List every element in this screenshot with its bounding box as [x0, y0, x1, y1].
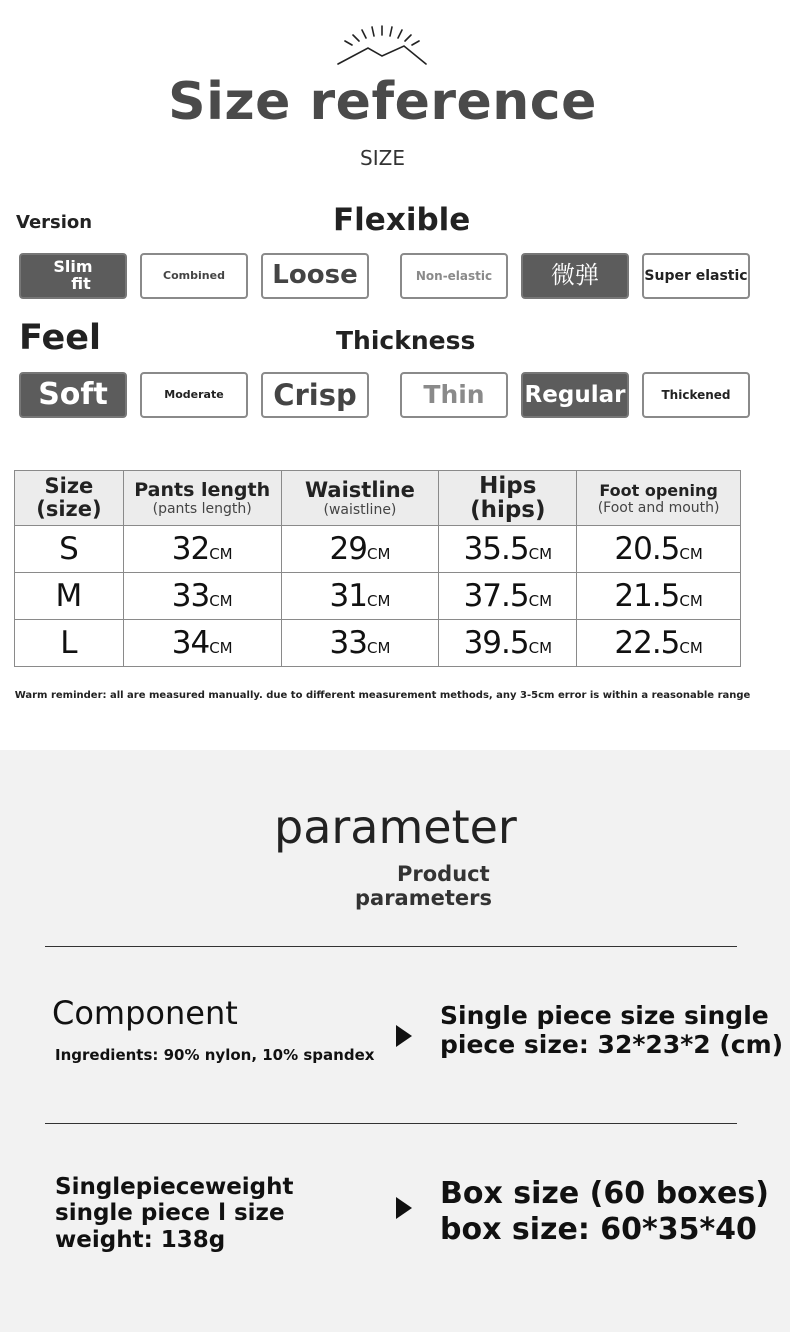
warm-reminder: Warm reminder: all are measured manually. due to different measurement methods, any 3-5cm error is within a reasonable range: [14, 690, 751, 701]
value: 31: [329, 578, 367, 614]
header-waistline: [281, 471, 439, 526]
value: 34: [171, 625, 210, 661]
tag-non-elastic-label: Non-elastic: [415, 268, 493, 283]
value: 32: [171, 531, 210, 567]
unit: CM: [366, 592, 391, 610]
size-table: [14, 470, 741, 667]
unit: CM: [528, 545, 553, 563]
unit: CM: [528, 592, 553, 610]
page-title: Size reference: [168, 72, 597, 132]
divider: [45, 946, 737, 947]
row-size: S: [15, 526, 124, 573]
tag-moderate-label: Moderate: [164, 388, 224, 402]
tag-crisp: [261, 372, 369, 418]
tag-slim-fit-line2: fit: [71, 274, 91, 293]
tag-regular-label: Regular: [524, 381, 626, 408]
row-hips: [439, 573, 577, 620]
tag-super-elastic: [642, 253, 750, 299]
component-ingredients: Ingredients: 90% nylon, 10% spandex: [55, 1046, 375, 1064]
unit: CM: [679, 592, 703, 610]
tag-non-elastic: [400, 253, 508, 299]
parameter-subtitle-line2: parameters: [355, 886, 492, 911]
flexible-label: Flexible: [333, 202, 471, 238]
header-hips-main: Hips: [479, 472, 537, 499]
value: 39.5: [463, 625, 529, 661]
single-piece-size: [440, 1002, 783, 1060]
row-hips: [439, 620, 577, 667]
row-pants-length: [123, 526, 281, 573]
unit: CM: [679, 639, 703, 657]
version-label: Version: [16, 212, 93, 233]
tag-thickened: [642, 372, 750, 418]
parameter-subtitle-line1: Product: [397, 862, 490, 886]
tag-thin-label: Thin: [423, 379, 485, 409]
tag-thin: [400, 372, 508, 418]
thickness-label: Thickness: [336, 326, 476, 355]
box-size: [440, 1176, 769, 1248]
tag-soft-label: Soft: [38, 377, 108, 413]
header-waistline-sub: (waistline): [323, 502, 397, 518]
size-table-header: [15, 471, 741, 526]
row-pants-length: [123, 573, 281, 620]
parameter-title: parameter: [274, 800, 517, 854]
header-waistline-main: Waistline: [305, 478, 415, 502]
value: 22.5: [614, 625, 680, 661]
row-waistline: [281, 573, 439, 620]
triangle-right-icon: [396, 1197, 412, 1219]
row-waistline: [281, 526, 439, 573]
single-piece-size-line2: piece size: 32*23*2 (cm): [440, 1029, 784, 1059]
unit: CM: [209, 592, 233, 610]
row-foot-opening: [577, 573, 741, 620]
header-hips-main2: (hips): [470, 497, 546, 523]
divider: [45, 1123, 737, 1124]
table-row: [15, 573, 741, 620]
value: 20.5: [614, 531, 680, 567]
header-foot-opening-sub: (Foot and mouth): [597, 499, 720, 516]
row-foot-opening: [577, 526, 741, 573]
triangle-right-icon: [396, 1025, 412, 1047]
tag-slim-fit-line1: Slim: [53, 257, 93, 277]
tag-combined-label: Combined: [163, 269, 225, 283]
unit: CM: [209, 545, 233, 563]
weight-line3: weight: 138g: [55, 1226, 226, 1253]
row-foot-opening: [577, 620, 741, 667]
tag-soft: [19, 372, 127, 418]
single-piece-weight: [55, 1174, 294, 1253]
weight-line2: single piece l size: [55, 1200, 285, 1227]
header-pants-length-sub: (pants length): [152, 501, 252, 517]
page-subtitle: SIZE: [360, 146, 405, 170]
box-size-line1: Box size (60 boxes): [440, 1176, 769, 1211]
header-size-main: Size: [44, 473, 94, 498]
tag-moderate: [140, 372, 248, 418]
tag-loose: [261, 253, 369, 299]
single-piece-size-line1: Single piece size single: [440, 1001, 769, 1030]
unit: CM: [366, 545, 391, 563]
row-size: M: [15, 573, 124, 620]
unit: CM: [209, 639, 233, 657]
feel-label: Feel: [19, 318, 101, 358]
component-title: Component: [52, 994, 238, 1032]
tag-slim-fit: [19, 253, 127, 299]
row-pants-length: [123, 620, 281, 667]
row-size: L: [15, 620, 124, 667]
tag-regular: [521, 372, 629, 418]
box-size-line2: box size: 60*35*40: [440, 1212, 757, 1247]
tag-super-elastic-label: Super elastic: [644, 267, 748, 284]
header-size: [15, 471, 124, 526]
value: 21.5: [614, 578, 680, 614]
unit: CM: [679, 545, 703, 563]
value: 33: [171, 578, 210, 614]
header-pants-length-main: Pants length: [134, 479, 271, 501]
weight-line1: Singlepieceweight: [55, 1174, 294, 1200]
header-hips: [439, 471, 577, 526]
sunrise-mountain-icon: [332, 22, 432, 70]
tag-slight-elastic-label: 微弹: [551, 261, 599, 290]
unit: CM: [528, 639, 553, 657]
value: 29: [329, 531, 367, 567]
tag-thickened-label: Thickened: [661, 387, 731, 402]
table-row: [15, 620, 741, 667]
tag-crisp-label: Crisp: [273, 377, 357, 412]
parameter-subtitle: [355, 862, 492, 910]
header-pants-length: [123, 471, 281, 526]
value: 35.5: [463, 531, 529, 567]
value: 37.5: [463, 578, 529, 614]
header-foot-opening: [577, 471, 741, 526]
row-waistline: [281, 620, 439, 667]
tag-slight-elastic: [521, 253, 629, 299]
row-hips: [439, 526, 577, 573]
tag-combined: [140, 253, 248, 299]
value: 33: [329, 625, 367, 661]
table-row: [15, 526, 741, 573]
header-size-main2: (size): [36, 497, 102, 521]
header-foot-opening-main: Foot opening: [599, 480, 718, 500]
unit: CM: [366, 639, 391, 657]
tag-loose-label: Loose: [272, 260, 358, 291]
